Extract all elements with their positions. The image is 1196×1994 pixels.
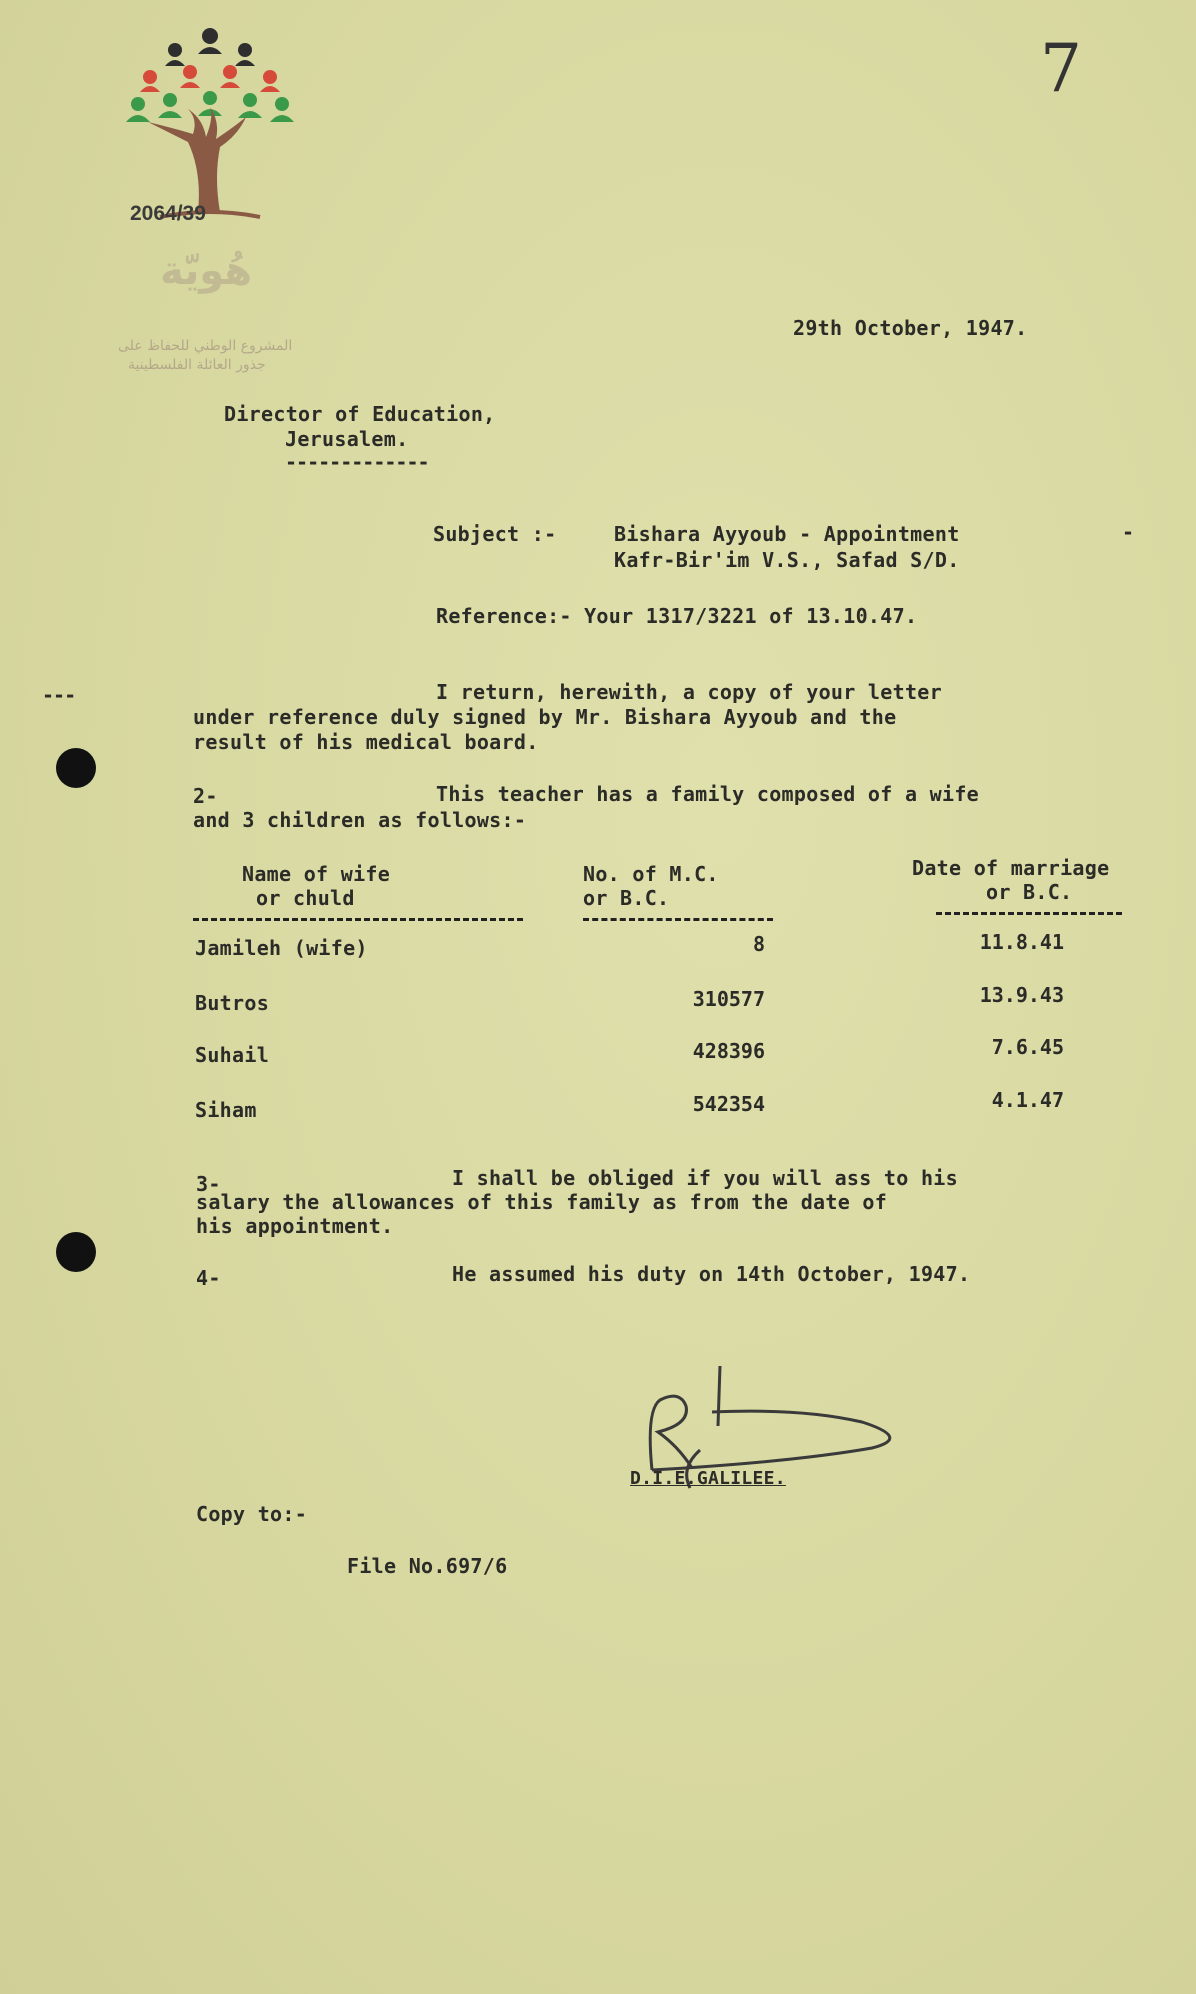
file-number: File No.697/6	[347, 1554, 508, 1578]
row-date: 13.9.43	[979, 983, 1064, 1007]
punch-hole	[56, 1232, 96, 1272]
para3-line3: his appointment.	[196, 1214, 394, 1238]
addressee-line2: Jerusalem.	[285, 427, 409, 451]
para2-line2: and 3 children as follows:-	[193, 808, 527, 832]
row-name: Butros	[195, 991, 270, 1015]
signatory: D.I.E.GALILEE.	[630, 1468, 786, 1489]
table-header-3-line2: or B.C.	[986, 880, 1073, 904]
table-rule	[583, 918, 773, 921]
para2-num: 2-	[193, 784, 218, 808]
file-code: 2064/39	[130, 202, 206, 225]
page-number: 7	[1040, 30, 1082, 107]
row-name: Jamileh (wife)	[195, 936, 368, 960]
table-rule	[193, 918, 523, 921]
row-number: 542354	[692, 1092, 765, 1116]
table-rule	[936, 912, 1122, 915]
subject-line1: Bishara Ayyoub - Appointment	[614, 522, 960, 546]
logo-arabic-line2: جذور العائلة الفلسطينية	[128, 357, 266, 373]
row-date: 11.8.41	[979, 930, 1064, 954]
para2-line1: This teacher has a family composed of a wife	[436, 782, 980, 806]
underline-dashes: -------------	[285, 450, 429, 474]
para3-line2: salary the allowances of this family as from the date of	[196, 1190, 888, 1214]
para1-line1: I return, herewith, a copy of your letter	[436, 680, 942, 704]
subject-line2: Kafr-Bir'im V.S., Safad S/D.	[614, 548, 960, 572]
copy-to: Copy to:-	[196, 1502, 308, 1526]
para3-line1: I shall be obliged if you will ass to his	[452, 1166, 958, 1190]
margin-mark: ---	[42, 683, 76, 707]
para4-num: 4-	[196, 1266, 221, 1290]
row-number: 310577	[692, 987, 765, 1011]
row-name: Siham	[195, 1098, 257, 1122]
table-header-3-line1: Date of marriage	[912, 856, 1110, 880]
table-header-2-line2: or B.C.	[583, 886, 670, 910]
subject-label: Subject :-	[433, 522, 557, 546]
para1-line2: under reference duly signed by Mr. Bishara Ayyoub and the	[193, 705, 897, 729]
para3-num: 3-	[196, 1172, 221, 1196]
table-header-1-line1: Name of wife	[242, 862, 391, 886]
subject-dash: -	[1122, 520, 1135, 544]
logo-arabic-line1: المشروع الوطني للحفاظ على	[118, 338, 293, 354]
addressee-line1: Director of Education,	[224, 402, 496, 426]
row-date: 7.6.45	[991, 1035, 1064, 1059]
row-name: Suhail	[195, 1043, 270, 1067]
row-date: 4.1.47	[991, 1088, 1064, 1112]
row-number: 428396	[692, 1039, 765, 1063]
letter-date: 29th October, 1947.	[793, 316, 1028, 340]
para4-text: He assumed his duty on 14th October, 1947.	[452, 1262, 971, 1286]
archive-logo	[120, 22, 300, 252]
reference: Reference:- Your 1317/3221 of 13.10.47.	[436, 604, 918, 628]
punch-hole	[56, 748, 96, 788]
table-header-1-line2: or chuld	[256, 886, 355, 910]
row-number: 8	[752, 932, 765, 956]
logo-arabic-name: هُويّة	[160, 248, 253, 294]
para1-line3: result of his medical board.	[193, 730, 539, 754]
table-header-2-line1: No. of M.C.	[583, 862, 719, 886]
